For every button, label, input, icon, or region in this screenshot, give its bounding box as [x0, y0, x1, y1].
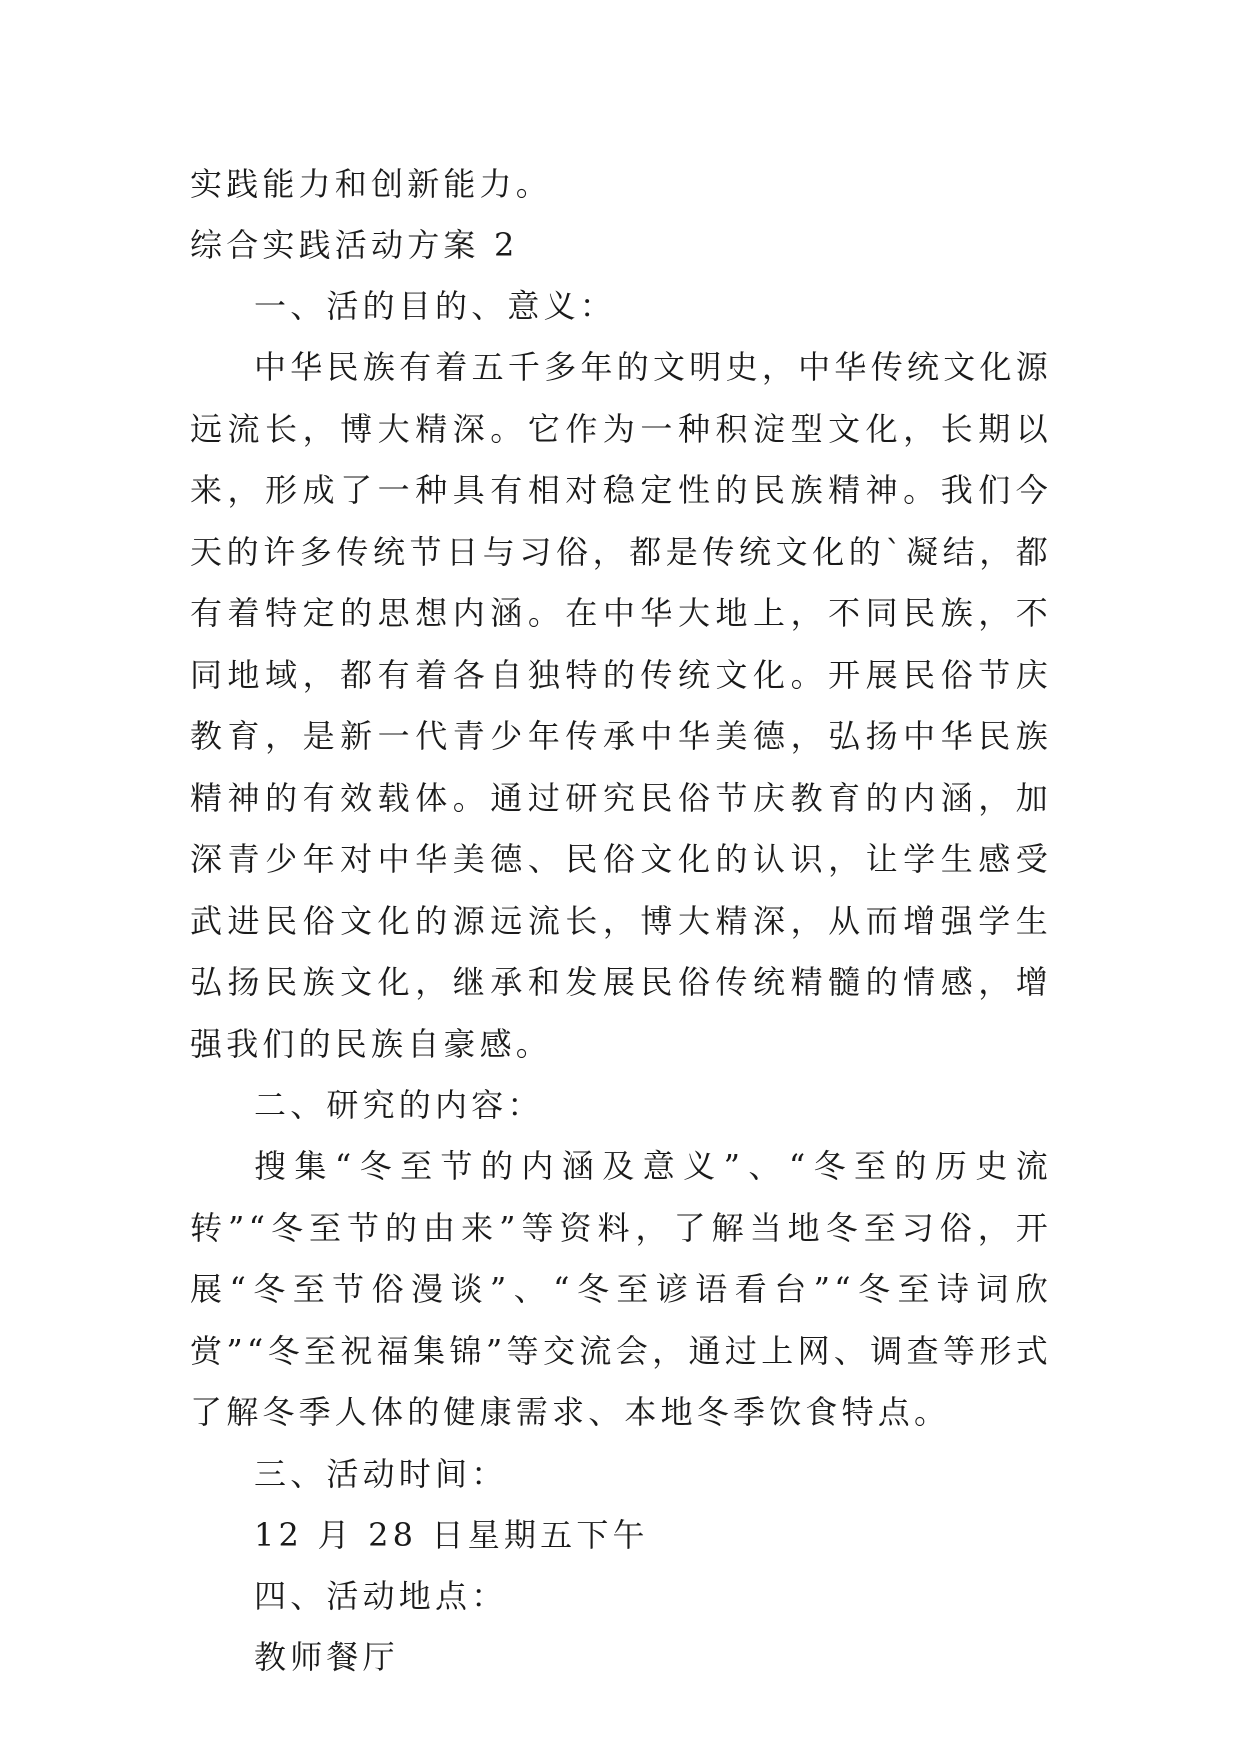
- heading-time: 三、活动时间：: [254, 1454, 508, 1493]
- section-title: 综合实践活动方案 2: [190, 226, 519, 264]
- paragraph-content: 搜集“冬至节的内涵及意义”、“冬至的历史流转”“冬至节的由来”等资料，了解当地冬至习俗，开展“冬至节俗漫谈”、“冬至谚语看台”“冬至诗词欣赏”“冬至祝福集锦”等交流会，通过上网、调查等形式了解冬季人体的健康需求、本地冬季饮食特点。: [190, 1147, 1052, 1431]
- heading-content: 二、研究的内容：: [254, 1086, 544, 1124]
- heading-purpose: 一、活的目的、意义：: [254, 287, 617, 325]
- paragraph-purpose: 中华民族有着五千多年的文明史，中华传统文化源远流长，博大精深。它作为一种积淀型文化，长期以来，形成了一种具有相对稳定性的民族精神。我们今天的许多传统节日与习俗，都是传统文化的`凝结，都有着特定的思想内涵。在中华大地上，不同民族，不同地域，都有着各自独特的传统文化。开展民俗节庆教育，是新一代青少年传承中华美德，弘扬中华民族精神的有效载体。通过研究民俗节庆教育的内涵，加深青少年对中华美德、民俗文化的认识，让学生感受武进民俗文化的源远流长，博大精深，从而增强学生弘扬民族文化，继承和发展民俗传统精髓的情感，增强我们的民族自豪感。: [190, 348, 1052, 1063]
- activity-time: 12 月 28 日星期五下午: [254, 1515, 649, 1554]
- document-body: [190, 154, 1052, 1688]
- heading-place: 四、活动地点：: [254, 1576, 508, 1615]
- activity-place: 教师餐厅: [254, 1637, 399, 1676]
- continued-line: 实践能力和创新能力。: [190, 165, 553, 203]
